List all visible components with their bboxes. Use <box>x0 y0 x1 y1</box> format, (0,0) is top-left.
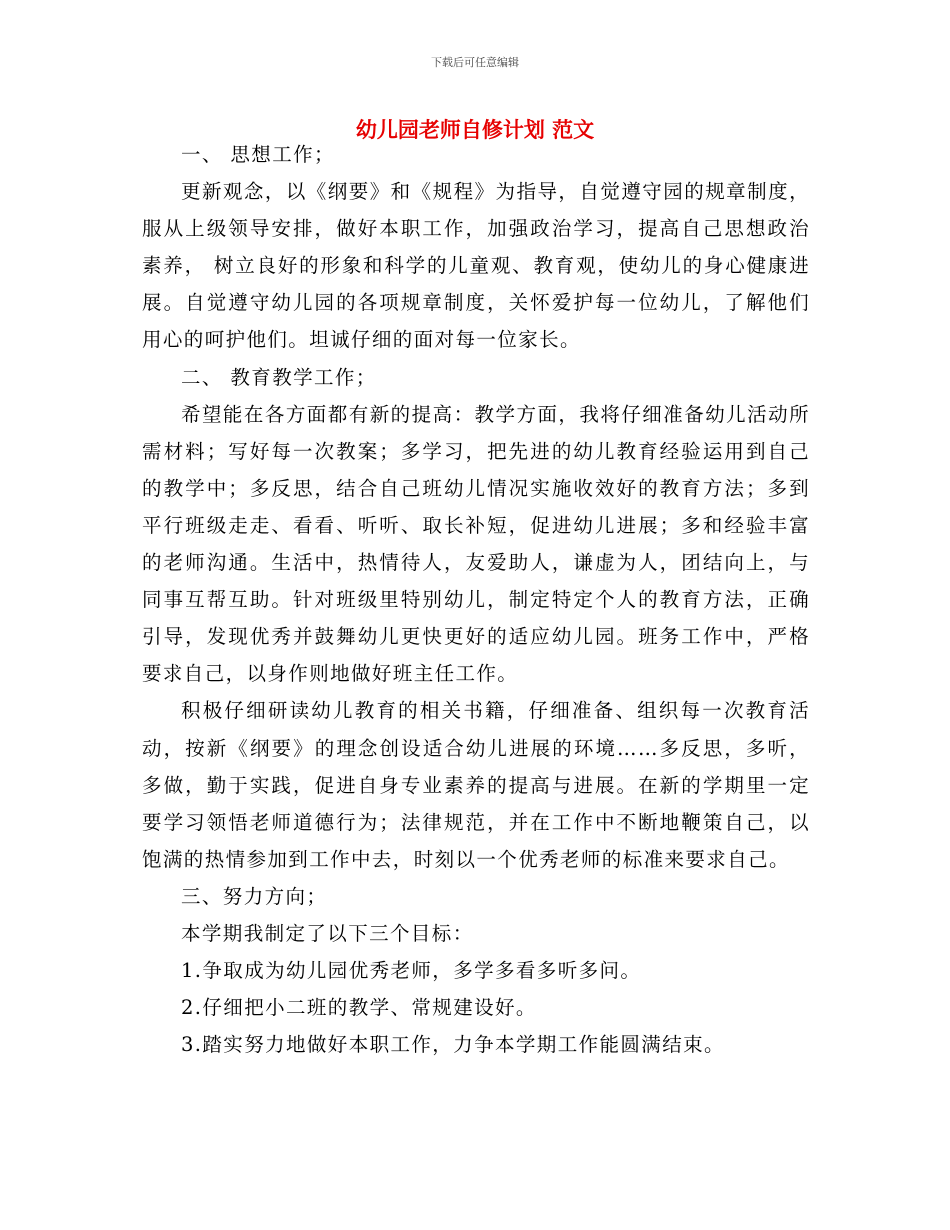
document-title: 幼儿园老师自修计划 范文 <box>355 118 595 142</box>
section-heading-thought-work: 一、 思想工作； <box>181 143 335 166</box>
document-body <box>142 136 810 1063</box>
header-note: 下载后可任意编辑 <box>431 56 519 69</box>
section-heading-teaching-work: 二、 教育教学工作； <box>181 365 377 389</box>
section-heading-direction: 三、努力方向； <box>181 884 328 908</box>
paragraph-teaching-work: 希望能在各方面都有新的提高：教学方面，我将仔细准备幼儿活动所需材料；写好每一次教案；多学习，把先进的幼儿教育经验运用到自己的教学中；多反思，结合自己班幼儿情况实施收效好的教育方法；多到平行班级走走、看看、听听、取长补短，促进幼儿进展；多和经验丰富的老师沟通。生活中，热情待人，友爱助人，谦虚为人，团结向上，与同事互帮互助。针对班级里特别幼儿，制定特定个人的教育方法，正确引导，发现优秀并鼓舞幼儿更快更好的适应幼儿园。班务工作中，严格要求自己，以身作则地做好班主任工作。 <box>142 402 810 686</box>
paragraph-thought-work: 更新观念，以《纲要》和《规程》为指导，自觉遵守园的规章制度，服从上级领导安排，做好本职工作，加强政治学习，提高自己思想政治素养， 树立良好的形象和科学的儿童观、教育观，使幼儿的身心健康进展。自觉遵守幼儿园的各项规章制度，关怀爱护每一位幼儿，了解他们用心的呵护他们。坦诚仔细的面对每一位家长。 <box>142 180 810 352</box>
goal-item-2: 2.仔细把小二班的教学、常规建设好。 <box>181 996 537 1020</box>
goal-item-1: 1.争取成为幼儿园优秀老师，多学多看多听多问。 <box>181 959 642 983</box>
paragraph-study-reflection: 积极仔细研读幼儿教育的相关书籍，仔细准备、组织每一次教育活动，按新《纲要》的理念创设适合幼儿进展的环境……多反思，多听，多做，勤于实践，促进自身专业素养的提高与进展。在新的学期里一定要学习领悟老师道德行为；法律规范，并在工作中不断地鞭策自己，以饱满的热情参加到工作中去，时刻以一个优秀老师的标准来要求自己。 <box>142 699 810 871</box>
goal-item-3: 3.踏实努力地做好本职工作，力争本学期工作能圆满结束。 <box>181 1033 725 1057</box>
paragraph-goals-intro: 本学期我制定了以下三个目标： <box>181 921 474 945</box>
